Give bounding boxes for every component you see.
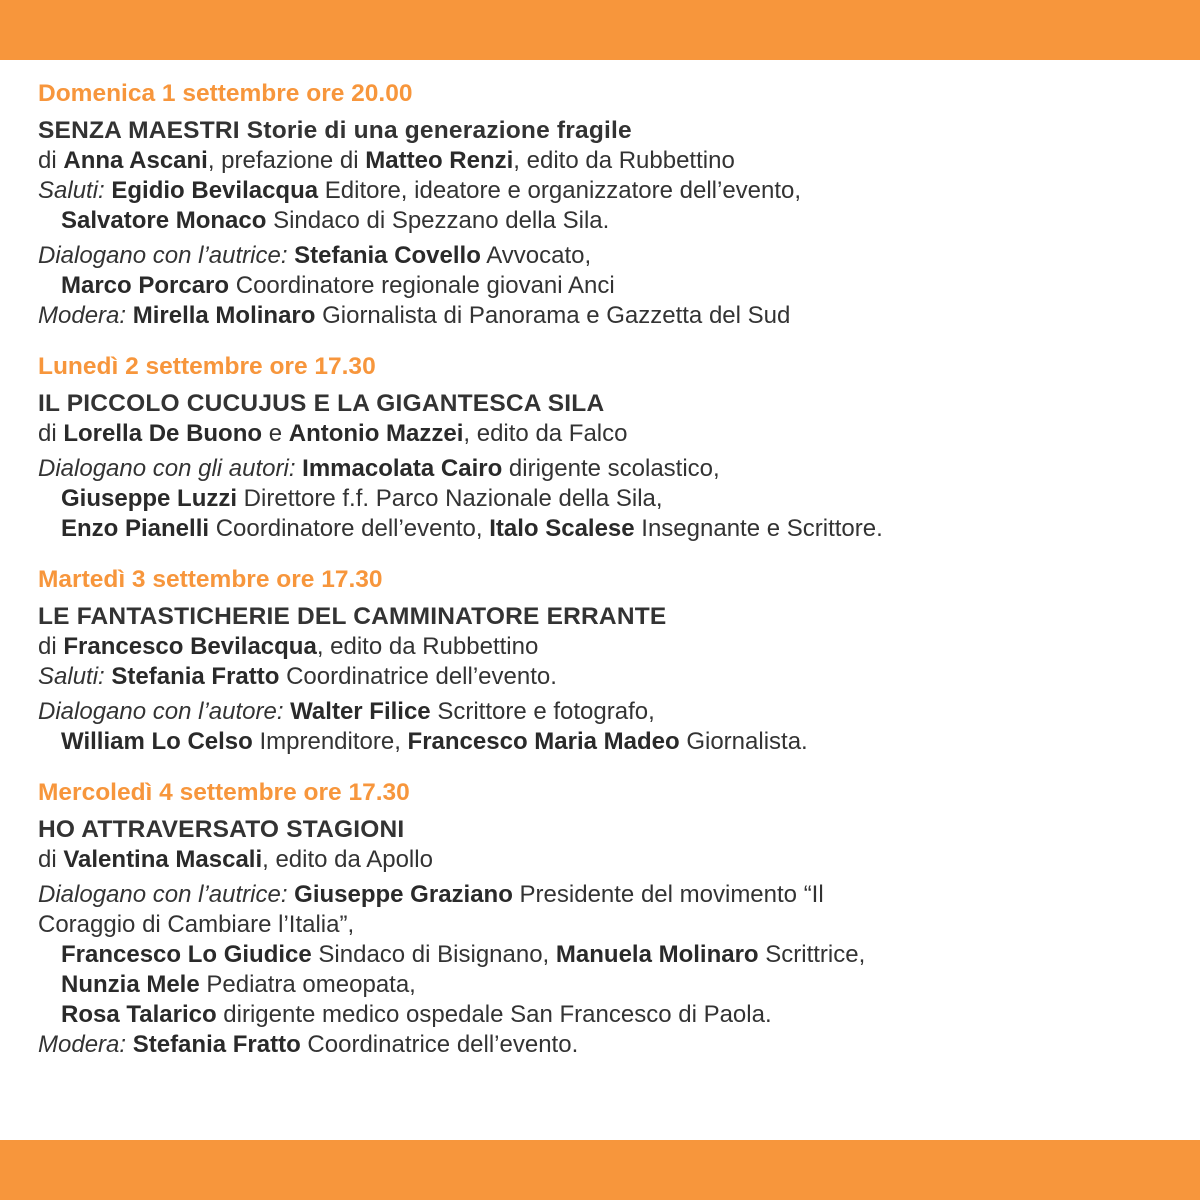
detail-text: Coraggio di Cambiare l’Italia”, [38, 911, 355, 938]
detail-text: , prefazione di [207, 147, 366, 174]
person-name: William Lo Celso [61, 728, 253, 755]
detail-text: di [38, 633, 64, 660]
detail-text: Pediatra omeopata, [199, 971, 416, 998]
top-orange-band [0, 0, 1200, 60]
event-section [38, 78, 1168, 331]
person-name: Antonio Mazzei [288, 420, 464, 447]
event-date: Mercoledì 4 settembre ore 17.30 [38, 779, 410, 806]
book-title: HO ATTRAVERSATO STAGIONI [38, 816, 405, 843]
event-detail-line [38, 206, 1168, 236]
person-name: Nunzia Mele [61, 971, 200, 998]
detail-text: , edito da Rubbettino [513, 147, 735, 174]
role-label: Dialogano con gli autori: [38, 455, 296, 482]
detail-text: di [38, 420, 64, 447]
detail-text: Coordinatore dell’evento, [209, 515, 490, 542]
detail-text: Coordinatrice dell’evento. [300, 1031, 579, 1058]
person-name: Rosa Talarico [61, 1001, 217, 1028]
detail-text: Sindaco di Spezzano della Sila. [266, 207, 610, 234]
event-detail-line [38, 176, 1168, 206]
role-label: Saluti: [38, 177, 105, 204]
detail-text: Direttore f.f. Parco Nazionale della Sila, [237, 485, 663, 512]
detail-text: Giornalista. [679, 728, 808, 755]
event-section [38, 777, 1168, 1060]
book-title: SENZA MAESTRI Storie di una generazione fragile [38, 117, 632, 144]
person-name: Stefania Covello [294, 242, 481, 269]
person-name: Mirella Molinaro [132, 302, 316, 329]
detail-text: Insegnante e Scrittore. [634, 515, 883, 542]
person-name: Manuela Molinaro [555, 941, 759, 968]
person-name: Francesco Bevilacqua [63, 633, 317, 660]
detail-text: Presidente del movimento “Il [512, 881, 824, 908]
event-detail-line [38, 845, 1168, 875]
person-name: Lorella De Buono [63, 420, 263, 447]
event-detail-line [38, 940, 1168, 970]
book-title: IL PICCOLO CUCUJUS E LA GIGANTESCA SILA [38, 390, 605, 417]
detail-text: dirigente medico ospedale San Francesco di Paola. [216, 1001, 772, 1028]
person-name: Enzo Pianelli [61, 515, 210, 542]
person-name: Matteo Renzi [365, 147, 514, 174]
detail-text: di [38, 846, 64, 873]
detail-text: Imprenditore, [252, 728, 408, 755]
detail-text: e [262, 420, 289, 447]
event-detail-line [38, 1000, 1168, 1030]
person-name: Stefania Fratto [111, 663, 280, 690]
detail-text: dirigente scolastico, [502, 455, 720, 482]
event-detail-line [38, 454, 1168, 484]
detail-text: Scrittore e fotografo, [430, 698, 655, 725]
event-section [38, 351, 1168, 544]
event-detail-line [38, 146, 1168, 176]
role-label: Dialogano con l’autrice: [38, 242, 288, 269]
event-detail-line [38, 419, 1168, 449]
person-name: Walter Filice [290, 698, 431, 725]
detail-text: , edito da Falco [463, 420, 628, 447]
detail-text: Giornalista di Panorama e Gazzetta del Sud [315, 302, 791, 329]
detail-text: , edito da Rubbettino [316, 633, 539, 660]
event-date: Martedì 3 settembre ore 17.30 [38, 566, 383, 593]
detail-text: di [38, 147, 64, 174]
detail-text: Avvocato, [480, 242, 592, 269]
detail-text: Coordinatrice dell’evento. [279, 663, 557, 690]
person-name: Francesco Lo Giudice [61, 941, 312, 968]
role-label: Modera: [38, 302, 127, 329]
detail-text: Sindaco di Bisignano, [311, 941, 556, 968]
role-label: Dialogano con l’autore: [38, 698, 284, 725]
event-detail-line [38, 880, 1168, 910]
event-detail-line [38, 632, 1168, 662]
event-detail-line [38, 662, 1168, 692]
event-date: Lunedì 2 settembre ore 17.30 [38, 353, 376, 380]
event-detail-line [38, 727, 1168, 757]
detail-text: Scrittrice, [758, 941, 866, 968]
person-name: Egidio Bevilacqua [111, 177, 319, 204]
person-name: Stefania Fratto [132, 1031, 301, 1058]
book-title: LE FANTASTICHERIE DEL CAMMINATORE ERRANTE [38, 603, 667, 630]
event-detail-line [38, 484, 1168, 514]
role-label: Dialogano con l’autrice: [38, 881, 288, 908]
person-name: Francesco Maria Madeo [407, 728, 680, 755]
event-detail-line [38, 514, 1168, 544]
person-name: Immacolata Cairo [302, 455, 503, 482]
person-name: Valentina Mascali [63, 846, 263, 873]
person-name: Giuseppe Luzzi [61, 485, 238, 512]
detail-text [126, 1031, 133, 1058]
event-date: Domenica 1 settembre ore 20.00 [38, 80, 413, 107]
detail-text: Coordinatore regionale giovani Anci [229, 272, 615, 299]
person-name: Giuseppe Graziano [294, 881, 513, 908]
person-name: Italo Scalese [489, 515, 635, 542]
event-detail-line [38, 1030, 1168, 1060]
event-detail-line [38, 910, 1168, 940]
detail-text: Editore, ideatore e organizzatore dell’evento, [318, 177, 802, 204]
detail-text [126, 302, 133, 329]
event-detail-line [38, 301, 1168, 331]
person-name: Anna Ascani [63, 147, 208, 174]
bottom-orange-band [0, 1140, 1200, 1200]
person-name: Salvatore Monaco [61, 207, 267, 234]
event-detail-line [38, 271, 1168, 301]
event-detail-line [38, 697, 1168, 727]
event-section [38, 564, 1168, 757]
detail-text: , edito da Apollo [262, 846, 433, 873]
person-name: Marco Porcaro [61, 272, 230, 299]
event-program [38, 78, 1168, 1060]
role-label: Modera: [38, 1031, 127, 1058]
event-detail-line [38, 970, 1168, 1000]
role-label: Saluti: [38, 663, 105, 690]
event-detail-line [38, 241, 1168, 271]
